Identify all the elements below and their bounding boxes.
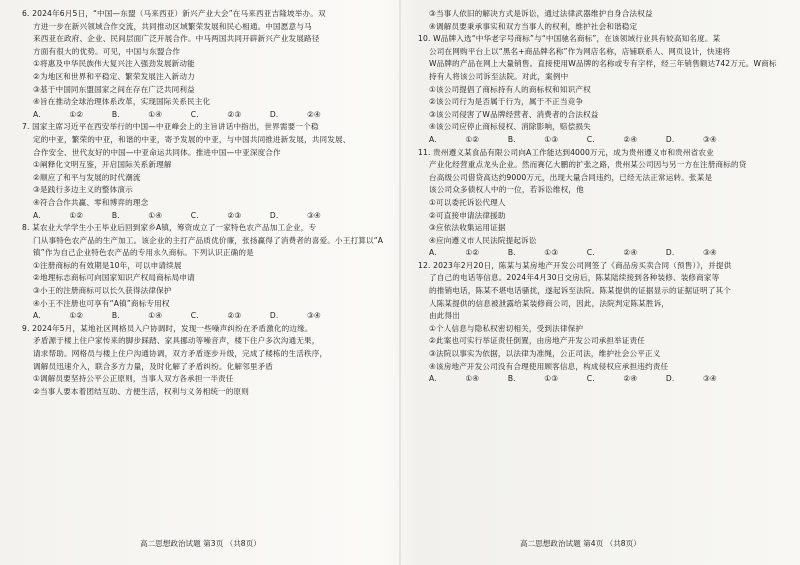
q7-line: 7. 国家主席习近平在西安举行的中国—中亚峰会上的主旨讲话中指出，世界需要一个稳 [22,122,319,132]
q8-line: 镇”作为自己企业特色农产品的专用永久商标。下列认识正确的是 [33,248,254,258]
q12-line: 的推销电话，陈某不堪电话骚扰，遂起诉至法院。陈某提供的证据显示的证据证明了其个 [429,286,732,296]
q6-line: 方进一步在新兴领域合作交流，共同推动区域繁荣发展和民心相通。中国愿意与马 [33,21,312,31]
q6-option-4: ④旨在推动全球治理体系改革，实现国际关系民主化 [33,97,211,107]
q10-line: 公司在网购平台上以“黑名+商品牌名称”作为网店名称，店铺联系人、网页设计，快速将 [429,46,731,56]
q12-line: 12. 2023年2月20日，陈某与某房地产开发公司网签了《商品房买卖合同（预售）》，并提供 [418,260,732,270]
right-column [418,8,783,386]
q9-option-2: ②当事人要本着团结互助、方便生活，权利与义务相统一的原则 [33,386,250,396]
q7-line: 定的中亚，繁荣的中亚，和谐的中亚，寄予发展的中亚，与中国共同推进新发展，共同发展、 [33,134,351,144]
q7-option-3: ③是践行多边主义的整体演示 [33,185,133,195]
q11-line: 该公司众多债权人中的一位，若诉讼维权，他 [429,185,584,195]
q7-option-4: ④符合合作共赢、零和博弈的理念 [33,197,149,207]
q10-line: 持有人将该公司诉至法院。对此，案例中 [429,71,569,81]
page-footer-left: 高二思想政治试题 第3页 （共8页） [140,539,261,548]
q9-option-4: ④调解员要秉承事实和双方当事人的权利，维护社会和谐稳定 [429,21,638,31]
q8-option-1: ①注册商标的有效期是10年，可以申请续展 [33,260,182,270]
q7-option-2: ②顺应了和平与发展的时代潮流 [33,172,141,182]
q12-option-4: ④该房地产开发公司没有合理使用顾客信息，构成侵权应承担违约责任 [429,361,669,371]
q8-line: 门从事特色农产品的生产加工。该企业的主打产品质优价廉，张扬赢得了消费者的喜爱。小王打算以“A [33,235,384,245]
page-footer-right: 高二思想政治试题 第4页 （共8页） [520,539,641,548]
q11-option-3: ③应依法收集运用证据 [429,223,506,233]
q7-line: 合作安全、世代友好的中国—中亚命运共同体。推进中国—中亚深度合作 [33,147,281,157]
q6-option-3: ③基于中国同东盟国家之间在存在广泛共同利益 [33,84,195,94]
q11-line: 产业化经营重点龙头企业。然而赛亿大鹏的扩张之路，贵州某公司因与另一方在注册商标的贷 [429,160,747,170]
page-fold [399,0,401,565]
q9-option-3: ③当事人依旧的解决方式是诉讼，通过法律武器维护自身合法权益 [429,9,653,18]
q12-choices: A. ①④ B. ①③ C. ②④ D. ③④ [429,374,717,384]
q12-line: 由此得出 [429,311,460,321]
q6-option-2: ②为地区和世界和平稳定、繁荣发展注入新动力 [33,71,195,81]
q12-option-2: ②此案也可实行举证责任倒置，由房地产开发公司承担举证责任 [429,336,646,346]
q7-choices: A. ①② B. ①④ C. ②③ D. ③④ [33,210,321,220]
q10-option-1: ①该公司提倡了商标持有人的商标权和知识产权 [429,84,591,94]
q6-option-1: ①将惠及中华民族伟大复兴注入强劲发展新动能 [33,59,195,69]
q11-line: 11. 贵州遵义某食品有限公司向A工作能达到4000万元，成为贵州遵义市和贵州省农业 [418,147,714,157]
q6-line: 来西亚在政府、企业、民间层面广泛开展合作。中马两国共同开辟新兴产业发展路径 [33,34,320,44]
q12-option-3: ③法院以事实为依据，以法律为准绳，公正司法，维护社会公平正义 [429,349,661,359]
q10-choices: A. ①② B. ①③ C. ②④ D. ③④ [429,134,717,144]
q10-option-4: ④该公司应停止商标侵权、消除影响，赔偿损失 [429,122,591,132]
left-column [22,8,397,398]
q10-option-3: ③该公司侵害了W品牌经营者、消费者的合法权益 [429,109,599,119]
q12-line: 人陈某提供的信息被泄露给某装修商公司，因此，法院判定陈某胜诉， [429,298,670,308]
q6-line: 6. 2024年6月5日，“中国—东盟（马来西亚）新兴产业大会”在马来西亚吉隆坡举办。双 [22,9,326,18]
q9-line: 矛盾源于楼上住户家传来的脚步踩踏、家具挪动等噪音声，楼下住户多次沟通无果， [33,336,320,346]
q10-line: W品牌的产品在网上大量销售。直接使用W品牌的名称或专有字样，经三年销售额达742万元。W商标 [429,59,777,69]
q9-line: 请求帮助。网格员与楼上住户沟通协调，双方矛盾逐步升级，完成了楼栋的生活秩序， [33,349,328,359]
q9-line: 调解员迅速介入，联合多方力量，及时化解了矛盾纠纷。化解邻里矛盾 [33,361,274,371]
q11-option-4: ④应向遵义市人民法院提起诉讼 [429,235,537,245]
q11-choices: A. ①② B. ①③ C. ②④ D. ③④ [429,248,717,258]
q11-option-2: ②可直接申请法律援助 [429,210,506,220]
q12-option-1: ①个人信息与隐私权密切相关，受到法律保护 [429,323,584,333]
q7-option-1: ①阐释化文明互鉴，开启国际关系新理解 [33,160,172,170]
q10-line: 10. W品牌入选“中华老字号商标”与“中国驰名商标”，在该领域行业具有较高知名度。某 [418,34,721,44]
q8-line: 8. 某农业大学学生小王毕业后回到家乡A镇，筹资成立了一家特色农产品加工企业，专 [22,223,317,233]
q9-line: 9. 2024年5月，某地社区网格员入户协调时，发现一些噪声纠纷在矛盾激化的边缘。 [22,323,313,333]
q10-option-2: ②该公司行为是否属于行为，属于不正当竞争 [429,97,584,107]
q6-line: 方面有很大的优势。可见，中国与东盟合作 [33,46,181,56]
q12-line: 了自己的电话等信息。2024年4月30日交房后，陈某陆续接到各种装修、装修商家等 [429,273,720,283]
q6-choices: A. ①② B. ①④ C. ②③ D. ②④ [33,109,321,119]
q8-option-4: ④小王不注册也可享有“A镇”商标专用权 [33,298,170,308]
q8-choices: A. ①② B. ①④ C. ②③ D. ③④ [33,311,321,321]
q11-option-1: ①可以委托诉讼代理人 [429,197,506,207]
q11-line: 台高级公司借贷高达约9000万元，出现大量合同违约，已经无法正常运转。张某是 [429,172,713,182]
q8-option-2: ②地理标志商标可向国家知识产权局商标局申请 [33,273,195,283]
q8-option-3: ③小王的注册商标可以长久获得法律保护 [33,286,172,296]
q9-option-1: ①调解员要坚持公平公正原则，当事人双方各承担一半责任 [33,374,234,384]
